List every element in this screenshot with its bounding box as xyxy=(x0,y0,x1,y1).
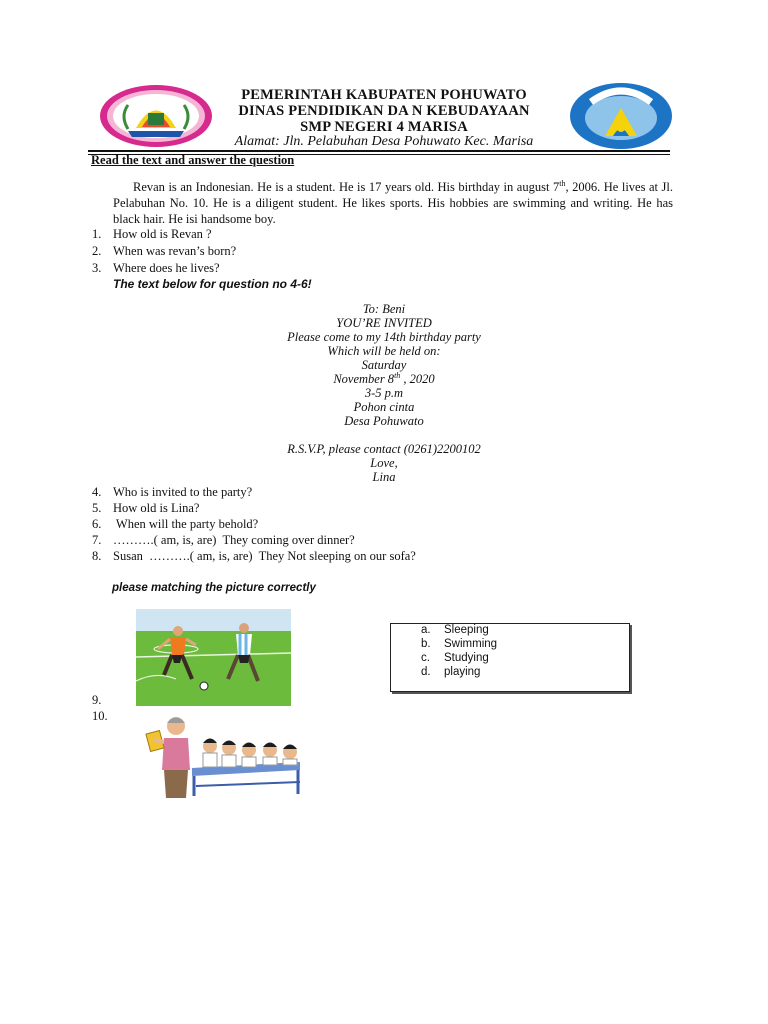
invitation-date-superscript: th xyxy=(394,370,401,380)
question-3 xyxy=(92,261,220,276)
invitation-subheading: The text below for question no 4-6! xyxy=(113,277,312,291)
header-divider xyxy=(88,150,670,152)
invitation-date-year: , 2020 xyxy=(400,372,435,386)
school-address: Alamat: Jln. Pelabuhan Desa Pohuwato Kec. Marisa xyxy=(234,134,534,149)
question-text: How old is Revan ? xyxy=(113,227,212,241)
instruction-heading: Read the text and answer the question xyxy=(91,153,295,167)
matching-options-box xyxy=(390,623,630,692)
reading-superscript: th xyxy=(559,178,566,188)
invitation-place-1: Pohon cinta xyxy=(353,400,415,414)
option-text: playing xyxy=(444,666,481,678)
reading-part-2: , 2006. He lives at Jl. Pelabuhan No. 10. He is a diligent student. He likes sports. His hobbies are swimming and writing. He has black hair. He isi handsome boy. xyxy=(113,180,674,226)
matching-number-9: 9. xyxy=(92,693,102,707)
soccer-players-picture xyxy=(136,609,291,706)
matching-heading: please matching the picture correctly xyxy=(112,582,316,594)
question-number: 6. xyxy=(92,517,102,531)
question-4 xyxy=(92,485,252,500)
matching-number-10: 10. xyxy=(92,709,108,723)
option-letter: c. xyxy=(421,652,430,664)
question-text: ……….( am, is, are) They coming over dinner? xyxy=(113,533,355,547)
question-text: Who is invited to the party? xyxy=(113,485,253,499)
invitation-line-1: Please come to my 14th birthday party xyxy=(287,330,481,344)
question-number: 4. xyxy=(92,485,102,499)
reading-paragraph xyxy=(113,179,673,227)
question-text: Susan ……….( am, is, are) They Not sleeping on our sofa? xyxy=(113,549,416,563)
invitation-title: YOU’RE INVITED xyxy=(336,316,432,330)
question-5 xyxy=(92,501,199,516)
option-letter: a. xyxy=(421,624,431,636)
invitation-to: To: Beni xyxy=(362,302,406,316)
header-line-3: SMP NEGERI 4 MARISA xyxy=(300,119,468,135)
option-a xyxy=(421,624,489,636)
question-text: When will the party behold? xyxy=(113,517,259,531)
option-letter: d. xyxy=(421,666,431,678)
option-text: Studying xyxy=(444,652,489,664)
question-8 xyxy=(92,549,416,564)
invitation-love: Love, xyxy=(370,456,398,470)
reading-part-1: Revan is an Indonesian. He is a student. He is 17 years old. His birthday in august 7 xyxy=(133,180,560,194)
invitation-day: Saturday xyxy=(361,358,407,372)
option-text: Swimming xyxy=(444,638,498,650)
question-number: 3. xyxy=(92,261,102,275)
invitation-place-2: Desa Pohuwato xyxy=(344,414,424,428)
option-c xyxy=(421,652,489,664)
option-b xyxy=(421,638,497,650)
question-number: 8. xyxy=(92,549,102,563)
question-text: Where does he lives? xyxy=(113,261,220,275)
question-6 xyxy=(92,517,258,532)
question-number: 7. xyxy=(92,533,102,547)
question-number: 1. xyxy=(92,227,102,241)
question-text: How old is Lina? xyxy=(113,501,200,515)
question-1 xyxy=(92,227,212,242)
header-line-1: PEMERINTAH KABUPATEN POHUWATO xyxy=(241,87,527,103)
header-line-2: DINAS PENDIDIKAN DA N KEBUDAYAAN xyxy=(238,103,530,119)
invitation-date-main: November 8 xyxy=(333,372,395,386)
invitation-line-2: Which will be held on: xyxy=(327,344,441,358)
invitation-rsvp: R.S.V.P, please contact (0261)2200102 xyxy=(287,442,481,456)
option-letter: b. xyxy=(421,638,431,650)
invitation-time: 3-5 p.m xyxy=(364,386,404,400)
question-2 xyxy=(92,244,236,259)
option-text: Sleeping xyxy=(444,624,489,636)
invitation-date xyxy=(0,372,768,387)
question-7 xyxy=(92,533,355,548)
option-d xyxy=(421,666,480,678)
invitation-name: Lina xyxy=(372,470,396,484)
classroom-studying-picture xyxy=(134,710,300,800)
question-number: 5. xyxy=(92,501,102,515)
question-text: When was revan’s born? xyxy=(113,244,237,258)
question-number: 2. xyxy=(92,244,102,258)
